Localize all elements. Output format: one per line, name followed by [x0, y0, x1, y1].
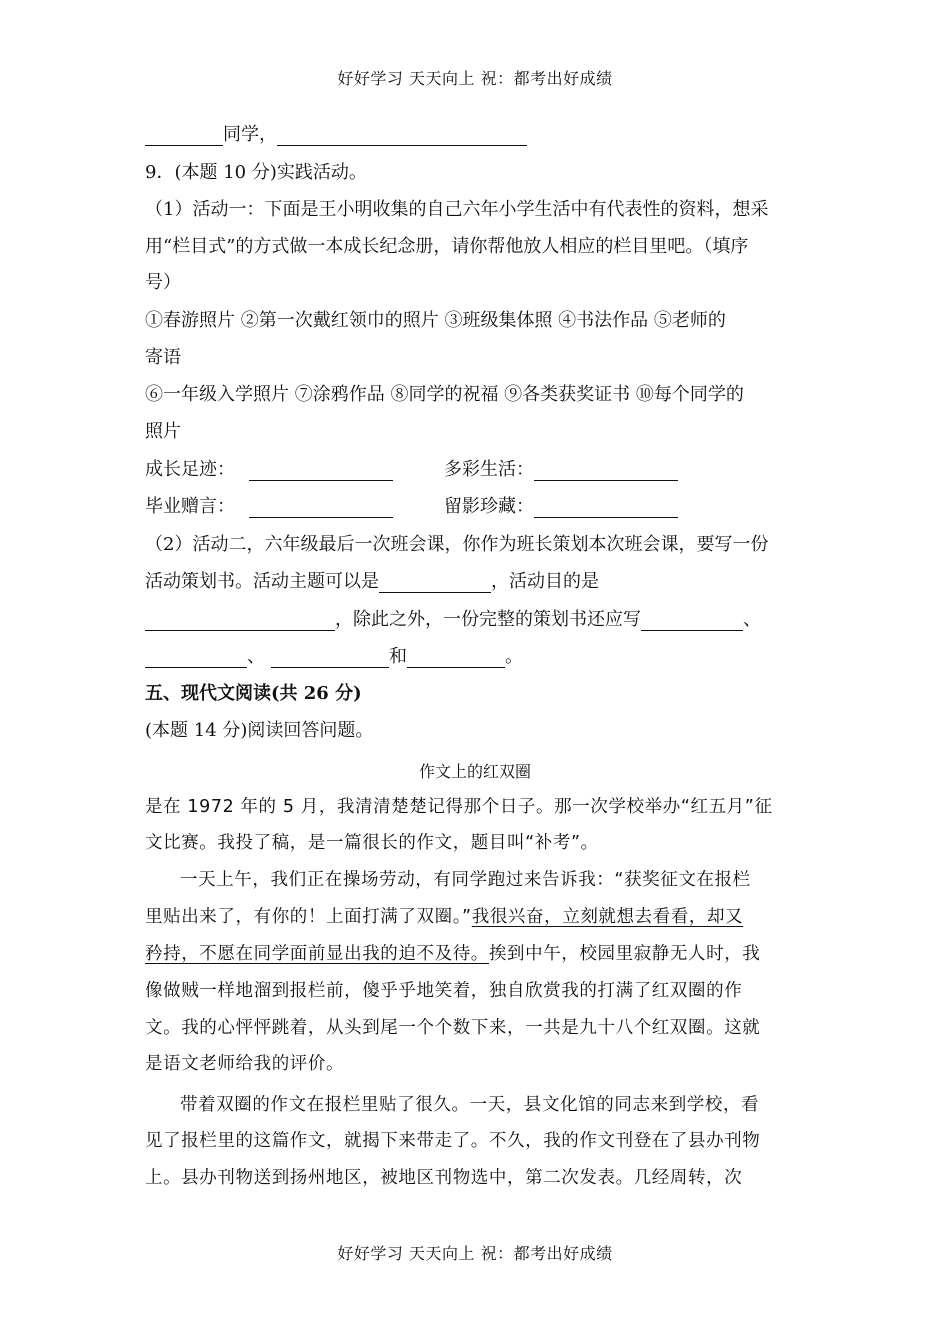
article-paragraph: 见了报栏里的这篇作文，就揭下来带走了。不久，我的作文刊登在了县办刊物	[145, 1131, 761, 1151]
category-graduation-words: 毕业赠言：	[145, 496, 393, 518]
answer-blank[interactable]	[145, 612, 335, 631]
page-footer: 好好学习 天天向上 祝：都考出好成绩	[337, 1244, 613, 1263]
article-paragraph: 里贴出来了，有你的！上面打满了双圈。”我很兴奋，立刻就想去看看，却又	[145, 907, 744, 927]
answer-blank[interactable]	[271, 649, 389, 668]
answer-blank[interactable]	[145, 127, 223, 146]
q9-items-list: ①春游照片 ②第一次戴红领巾的照片 ③班级集体照 ④书法作品 ⑤老师的	[145, 310, 726, 331]
article-paragraph: 文。我的心怦怦跳着，从头到尾一个个数下来，一共是九十八个红双圈。这就	[145, 1018, 761, 1038]
q9-activity2-text: 、 和 。	[145, 646, 523, 668]
answer-blank[interactable]	[534, 462, 678, 481]
q9-activity2-text: ，除此之外，一份完整的策划书还应写 、	[145, 609, 761, 631]
answer-blank[interactable]	[641, 612, 743, 631]
q9-activity1-text: 号）	[145, 272, 181, 293]
article-paragraph: 像做贼一样地溜到报栏前，傻乎乎地笑着，独自欣赏我的打满了红双圈的作	[145, 981, 743, 1001]
underlined-sentence: 我很兴奋，立刻就想去看看，却又	[471, 907, 744, 927]
q8-answer-line: 同学，	[145, 124, 527, 146]
category-growth: 成长足迹：	[145, 459, 393, 481]
article-paragraph: 一天上午，我们正在操场劳动，有同学跑过来告诉我：“获奖征文在报栏	[180, 870, 751, 890]
article-paragraph: 带着双圈的作文在报栏里贴了很久。一天，县文化馆的同志来到学校，看	[180, 1095, 760, 1115]
category-photo-keepsake: 留影珍藏：	[444, 496, 678, 518]
answer-blank[interactable]	[249, 462, 393, 481]
article-paragraph: 矜持，不愿在同学面前显出我的迫不及待。挨到中午，校园里寂静无人时，我	[145, 944, 761, 964]
q9-activity2-text: 活动策划书。活动主题可以是 ，活动目的是	[145, 571, 599, 592]
answer-blank[interactable]	[534, 499, 678, 518]
article-title: 作文上的红双圈	[418, 762, 531, 781]
article-paragraph: 上。县办刊物送到扬州地区，被地区刊物选中，第二次发表。几经周转，次	[145, 1168, 743, 1188]
q9-items-list: 寄语	[145, 347, 181, 368]
q9-items-list: 照片	[145, 421, 181, 442]
answer-blank[interactable]	[145, 649, 247, 668]
answer-blank[interactable]	[277, 127, 527, 146]
article-paragraph: 文比赛。我投了稿，是一篇很长的作文，题目叫“补考”。	[145, 833, 599, 853]
answer-blank[interactable]	[407, 649, 505, 668]
q9-activity1-text: （1）活动一：下面是王小明收集的自己六年小学生活中有代表性的资料，想采	[145, 199, 769, 220]
q9-activity2-text: （2）活动二，六年级最后一次班会课，你作为班长策划本次班会课，要写一份	[145, 534, 769, 555]
section-intro: (本题 14 分)阅读回答问题。	[145, 720, 374, 741]
answer-blank[interactable]	[249, 499, 393, 518]
q9-activity1-text: 用“栏目式”的方式做一本成长纪念册，请你帮他放人相应的栏目里吧。（填序	[145, 236, 749, 257]
category-colorful-life: 多彩生活：	[444, 459, 678, 481]
answer-blank[interactable]	[379, 574, 491, 593]
article-paragraph: 是在 1972 年的 5 月，我清清楚楚记得那个日子。那一次学校举办“红五月”征	[145, 797, 773, 817]
q9-items-list: ⑥一年级入学照片 ⑦涂鸦作品 ⑧同学的祝福 ⑨各类获奖证书 ⑩每个同学的	[145, 384, 744, 405]
underlined-sentence: 矜持，不愿在同学面前显出我的迫不及待。	[145, 944, 489, 964]
q9-heading: 9．(本题 10 分)实践活动。	[145, 162, 367, 183]
page-header: 好好学习 天天向上 祝：都考出好成绩	[337, 69, 613, 88]
article-paragraph: 是语文老师给我的评价。	[145, 1054, 345, 1074]
section-heading: 五、现代文阅读(共 26 分)	[145, 683, 362, 704]
